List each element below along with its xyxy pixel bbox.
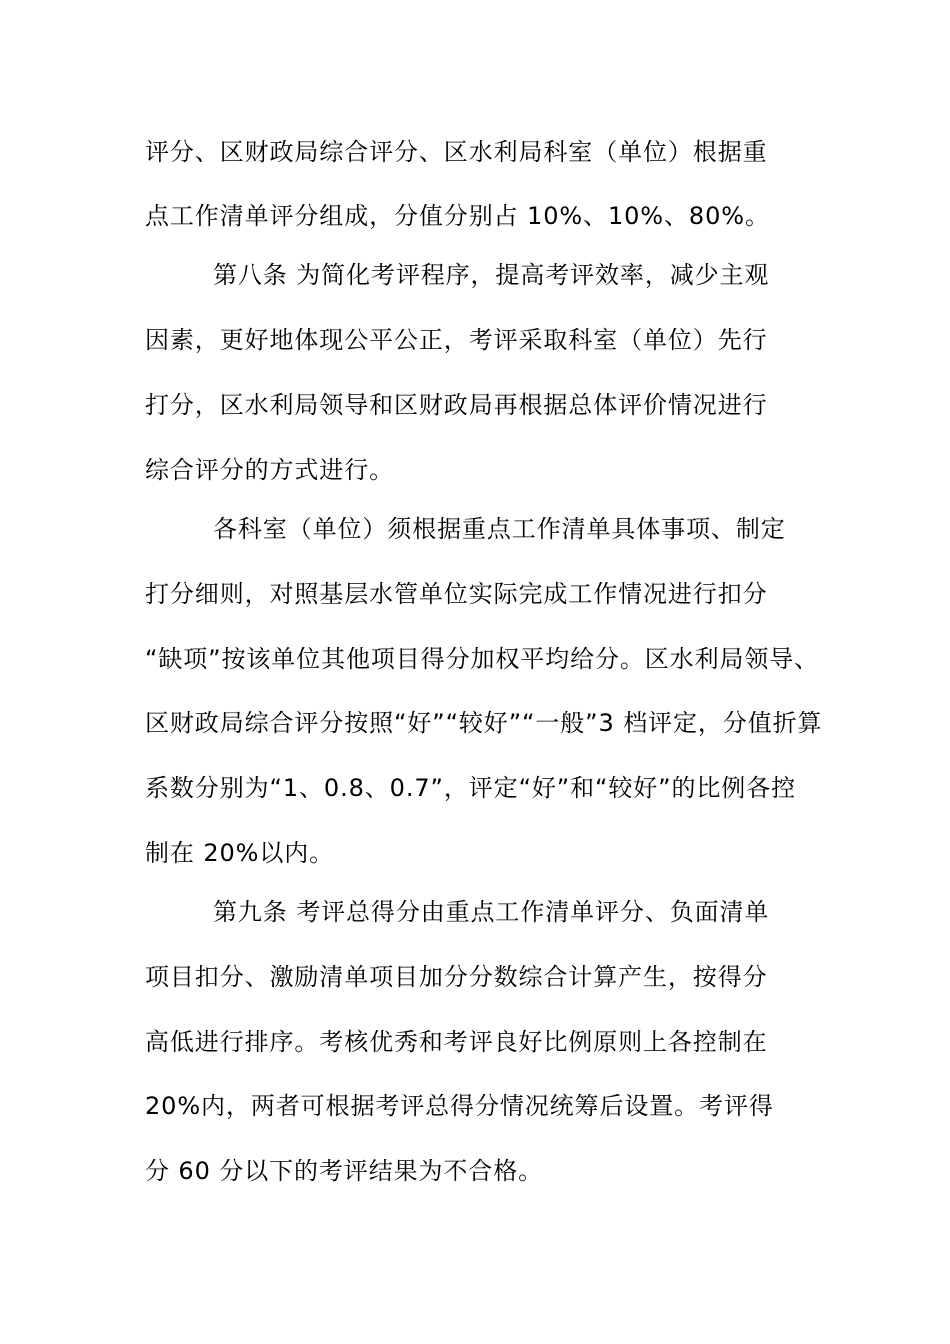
text-line: 分 60 分以下的考评结果为不合格。 bbox=[145, 1157, 543, 1185]
text-line: 区财政局综合评分按照“好”“较好”“一般”3 档评定，分值折算 bbox=[145, 709, 823, 737]
text-line: 制在 20%以内。 bbox=[145, 839, 335, 867]
text-line: 点工作清单评分组成，分值分别占 10%、10%、80%。 bbox=[145, 202, 770, 230]
text-line: “缺项”按该单位其他项目得分加权平均给分。区水利局领导、 bbox=[145, 645, 820, 673]
text-line: 20%内，两者可根据考评总得分情况统筹后设置。考评得 bbox=[145, 1092, 774, 1120]
paragraph-article-9-start: 第九条 考评总得分由重点工作清单评分、负面清单 bbox=[213, 898, 770, 926]
text-line: 打分细则，对照基层水管单位实际完成工作情况进行扣分 bbox=[145, 580, 768, 608]
paragraph-article-8-start: 第八条 为简化考评程序，提高考评效率，减少主观 bbox=[213, 261, 770, 289]
text-line: 项目扣分、激励清单项目加分分数综合计算产生，按得分 bbox=[145, 963, 768, 991]
text-line: 系数分别为“1、0.8、0.7”，评定“好”和“较好”的比例各控 bbox=[145, 774, 797, 802]
paragraph-departments-start: 各科室（单位）须根据重点工作清单具体事项、制定 bbox=[213, 515, 786, 543]
text-line: 打分，区水利局领导和区财政局再根据总体评价情况进行 bbox=[145, 391, 768, 419]
text-line: 高低进行排序。考核优秀和考评良好比例原则上各控制在 bbox=[145, 1028, 768, 1056]
text-line: 综合评分的方式进行。 bbox=[145, 456, 394, 484]
text-line: 评分、区财政局综合评分、区水利局科室（单位）根据重 bbox=[145, 138, 768, 166]
text-line: 因素，更好地体现公平公正，考评采取科室（单位）先行 bbox=[145, 326, 768, 354]
